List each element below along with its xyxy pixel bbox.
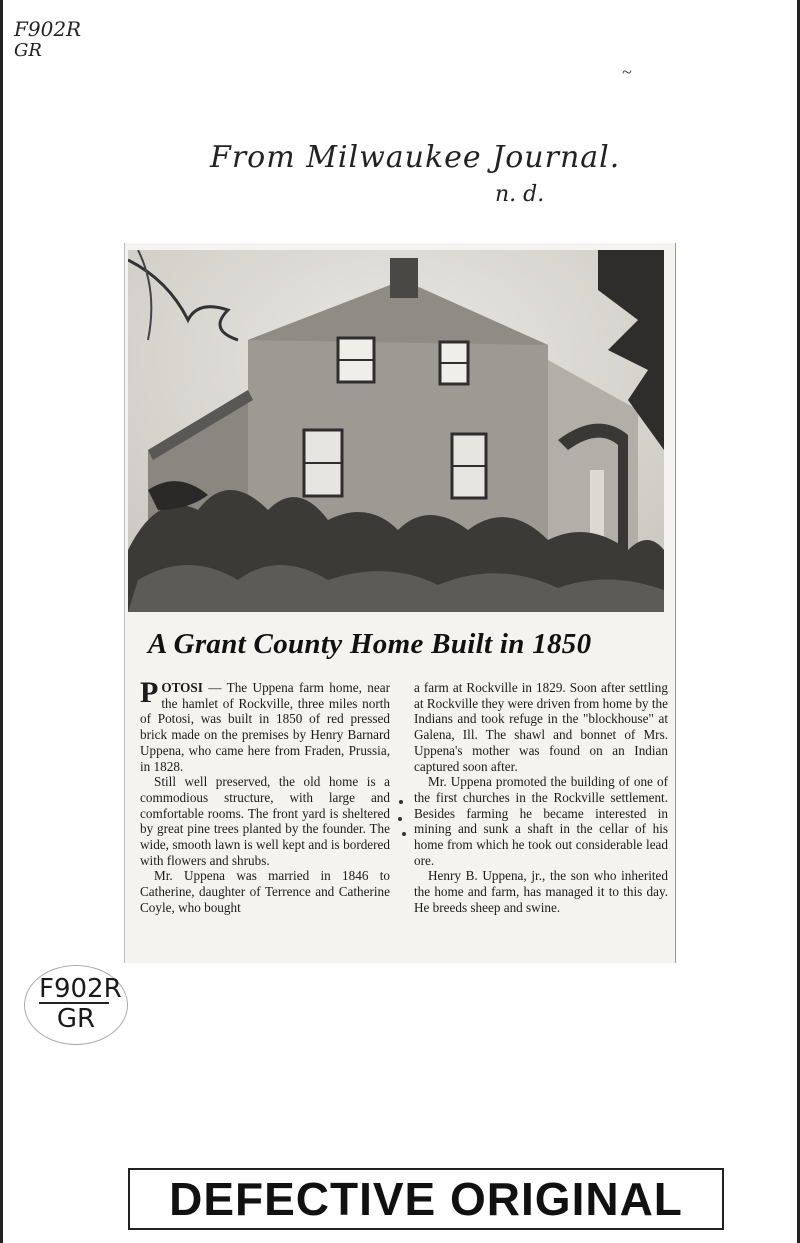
article-headline: A Grant County Home Built in 1850 [148, 628, 592, 660]
article-paragraph [140, 676, 390, 774]
article-column-right [414, 680, 668, 916]
dateline: OTOSI [161, 680, 203, 695]
call-number-top-text: F902R [14, 17, 82, 41]
source-note-nd: n. d. [495, 182, 545, 207]
call-number-top-sub: GR [14, 40, 42, 61]
paragraph-text: — The Uppena farm home, near the hamlet of Rockville, three miles north of Potosi, was built in 1850 of red pressed brick made on the premises by Henry Barnard Uppena, who came here from Fraden, Prussia, in 1828. [140, 680, 390, 774]
ink-dot [398, 817, 402, 821]
check-mark-icon: ~ [622, 62, 632, 82]
source-note: From Milwaukee Journal. [210, 140, 621, 175]
page-edge-left [0, 0, 3, 1243]
drop-cap: P [140, 676, 159, 709]
article-paragraph: Henry B. Uppena, jr., the son who inherited the home and farm, has managed it to this day. He breeds sheep and swine. [414, 868, 668, 915]
article-paragraph: a farm at Rockville in 1829. Soon after settling at Rockville they were driven from home by the Indians and took refuge in the "blockhouse" at Galena, Ill. The shawl and bonnet of Mrs. Uppena's mother was found on an Indian captured soon after. [414, 680, 668, 774]
call-number-bottom [24, 965, 128, 1045]
call-number-bottom-sub: GR [56, 1004, 96, 1034]
house-photo [128, 250, 664, 612]
call-number-bottom-text: F902R [39, 974, 122, 1004]
defective-original-stamp: DEFECTIVE ORIGINAL [128, 1168, 724, 1230]
ink-dot [402, 832, 406, 836]
call-number-top [14, 18, 81, 62]
article-column-left [140, 676, 390, 916]
article-paragraph: Mr. Uppena was married in 1846 to Catherine, daughter of Terrence and Catherine Coyle, who bought [140, 868, 390, 915]
article-paragraph: Mr. Uppena promoted the building of one of the first churches in the Rockville settlement. Besides farming he became interested in mining and sunk a shaft in the cellar of his home from which he took out considerable lead ore. [414, 774, 668, 868]
article-paragraph: Still well preserved, the old home is a commodious structure, with large and comfortable rooms. The front yard is sheltered by great pine trees planted by the founder. The wide, smooth lawn is well kept and is bordered with flowers and shrubs. [140, 774, 390, 868]
ink-dot [399, 800, 403, 804]
